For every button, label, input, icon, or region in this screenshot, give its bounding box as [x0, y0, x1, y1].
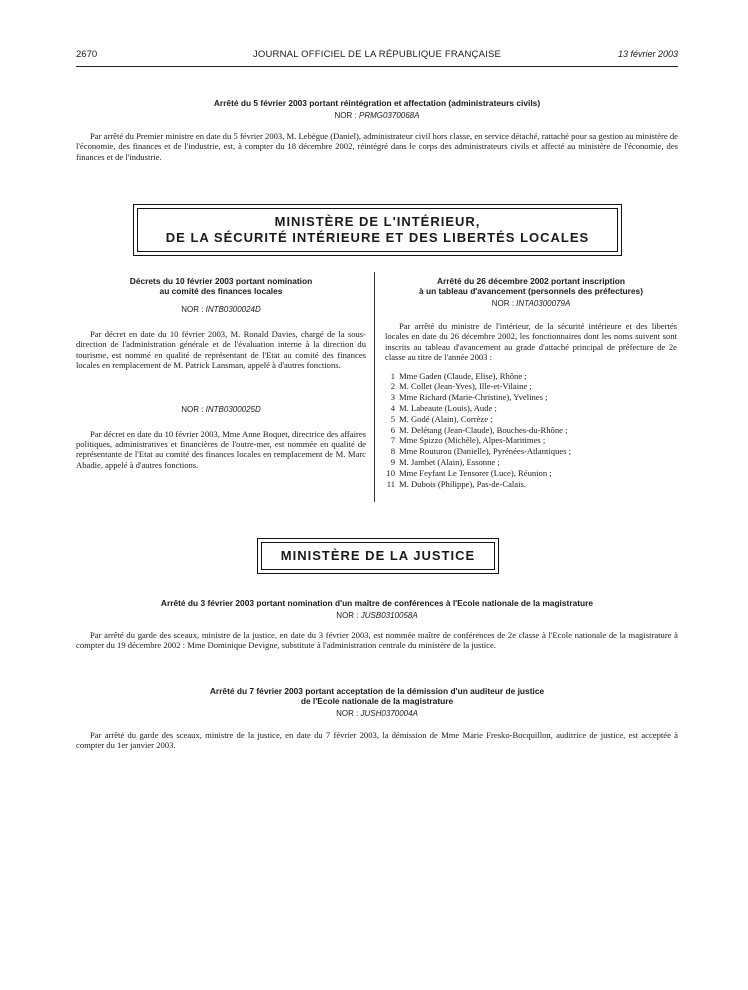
- list-item-number: 5: [390, 413, 395, 424]
- ministry-interior-line1: MINISTÈRE DE L'INTÉRIEUR,: [274, 214, 481, 229]
- list-item: [385, 468, 677, 479]
- list-item-text: M. Jambet (Alain), Essonne ;: [399, 457, 500, 467]
- list-item-number: 11: [386, 478, 395, 489]
- nor-code: JUSB0310058A: [360, 611, 418, 620]
- arrete-tableau-title-line1: Arrêté du 26 décembre 2002 portant inscription: [436, 276, 626, 286]
- arrete-tableau-text: Par arrêté du ministre de l'intérieur, de la sécurité intérieure et des libertés locales en date du 26 décembre 2002, les fonctionnaires dont les noms suivent sont inscrits au tableau d'avancement au grade d'attaché principal de préfecture de 2e classe au titre de l'année 2003 :: [385, 321, 677, 363]
- journal-title: JOURNAL OFFICIEL DE LA RÉPUBLIQUE FRANÇAISE: [252, 49, 502, 60]
- list-item: [385, 371, 677, 382]
- column-separator: [374, 272, 375, 502]
- ministry-justice-heading: [257, 538, 499, 574]
- nor-code: INTA0300079A: [516, 299, 571, 308]
- list-item-number: 6: [390, 424, 395, 435]
- arrete-text: Par arrêté du garde des sceaux, ministre de la justice, en date du 3 février 2003, est nommée maître de conférences de 2e classe à l'Ecole nationale de la magistrature à compter du 19 décembre 2002 : Mme Dominique Devigne, substitute à l'administration centrale du ministère de la justice.: [76, 630, 678, 651]
- arrete-reintegration: [76, 98, 678, 162]
- list-item: [385, 381, 677, 392]
- list-item-text: Mme Spizzo (Michèle), Alpes-Maritimes ;: [399, 435, 546, 446]
- decrets-title-line2: au comité des finances locales: [159, 286, 283, 296]
- issue-date: 13 février 2003: [617, 49, 678, 59]
- list-item-text: M. Labeaute (Louis), Aude ;: [399, 403, 497, 414]
- arrete-tableau-title-line2: à un tableau d'avancement (personnels des préfectures): [419, 286, 643, 296]
- arrete-text: Par arrêté du garde des sceaux, ministre de la justice, en date du 7 février 2003, la démission de Mme Marie Fresko-Bocquillon, auditrice de justice, est acceptée à compter du 1er janvier 2003.: [76, 730, 678, 751]
- list-item-text: M. Dubois (Philippe), Pas-de-Calais.: [399, 478, 526, 489]
- arrete-nomination-magistrature: [76, 598, 678, 651]
- list-item: [385, 425, 677, 436]
- list-item-text: Mme Gaden (Claude, Elise), Rhône ;: [399, 370, 527, 381]
- list-item-text: Mme Richard (Marie-Christine), Yvelines ;: [399, 392, 548, 403]
- right-column-arrete: [385, 276, 677, 489]
- ministry-interior-heading: [133, 204, 622, 256]
- header-rule: [76, 66, 678, 67]
- list-item-text: M. Delétang (Jean-Claude), Bouches-du-Rhône ;: [399, 424, 568, 435]
- list-item: [385, 479, 677, 490]
- list-item-text: M. Godé (Alain), Corrèze ;: [399, 413, 493, 424]
- list-item-number: 4: [390, 403, 395, 414]
- list-item-number: 3: [390, 392, 395, 403]
- list-item-number: 9: [390, 457, 395, 467]
- nor-line: NOR : JUSH0370004A: [336, 709, 418, 718]
- list-item-number: 1: [390, 370, 395, 381]
- nor-line: NOR : PRMG0370068A: [334, 111, 420, 120]
- running-header: [76, 49, 678, 65]
- nor-line: NOR : INTA0300079A: [491, 299, 571, 308]
- list-item: [385, 446, 677, 457]
- list-item-number: 10: [386, 467, 395, 478]
- arrete-text: Par arrêté du Premier ministre en date du 5 février 2003, M. Lebègue (Daniel), administrateur civil hors classe, en service détaché, rattaché pour sa gestion au ministère de l'économie, des finances et de l'industrie, est, à compter du 18 décembre 2002, réintégré dans le corps des administrateurs civils et affecté au ministère de l'économie, des finances et de l'industrie.: [76, 131, 678, 162]
- nor-line: NOR : INTB0300025D: [181, 404, 261, 414]
- list-item-number: 8: [390, 446, 395, 457]
- arrete-title-line1: Arrêté du 7 février 2003 portant acceptation de la démission d'un auditeur de justice: [209, 686, 545, 696]
- list-item: [385, 457, 677, 468]
- arrete-title-line2: de l'Ecole nationale de la magistrature: [300, 696, 454, 706]
- nor-line: NOR : JUSB0310058A: [336, 611, 418, 620]
- arrete-title: Arrêté du 3 février 2003 portant nomination d'un maître de conférences à l'Ecole nationale de la magistrature: [160, 598, 594, 608]
- nor-code: PRMG0370068A: [358, 111, 420, 120]
- ministry-interior-line2: DE LA SÉCURITÉ INTÉRIEURE ET DES LIBERTÉS LOCALES: [165, 230, 590, 245]
- arrete-demission-auditeur: [76, 686, 678, 751]
- list-item: [385, 435, 677, 446]
- ministry-justice-line1: MINISTÈRE DE LA JUSTICE: [280, 548, 476, 563]
- decret-text-2: Par décret en date du 10 février 2003, Mme Anne Boquet, directrice des affaires politiques, administratives et financières de l'outre-mer, est nommée en qualité de représentante de l'Etat au comité des finances locales en remplacement de M. Marc Abadie, appelé à d'autres fonctions.: [76, 428, 366, 470]
- list-item: [385, 403, 677, 414]
- nor-code: INTB0300024D: [205, 305, 261, 314]
- nor-code: JUSH0370004A: [360, 709, 418, 718]
- arrete-title: Arrêté du 5 février 2003 portant réintégration et affectation (administrateurs civils): [213, 98, 541, 108]
- list-item-text: Mme Feyfant Le Tensorer (Luce), Réunion ;: [399, 467, 552, 478]
- nor-code: INTB0300025D: [205, 404, 261, 414]
- nor-line: NOR : INTB0300024D: [181, 305, 261, 314]
- promotion-list: [385, 371, 677, 490]
- page-number: 2670: [76, 49, 98, 60]
- decrets-title-line1: Décrets du 10 février 2003 portant nomination: [129, 276, 313, 286]
- list-item-text: Mme Routurou (Danielle), Pyrénées-Atlantiques ;: [399, 446, 572, 457]
- list-item-number: 7: [390, 435, 395, 446]
- list-item-text: M. Collet (Jean-Yves), Ille-et-Vilaine ;: [399, 381, 532, 392]
- decret-text-1: Par décret en date du 10 février 2003, M. Ronald Davies, chargé de la sous-direction de l'administration générale et de l'évaluation interne à la direction du tourisme, est nommé en qualité de représentant de l'Etat au comité des finances locales en remplacement de M. Patrick Lansman, appelé à d'autres fonctions.: [76, 329, 366, 371]
- list-item: [385, 414, 677, 425]
- list-item: [385, 392, 677, 403]
- list-item-number: 2: [390, 381, 395, 392]
- left-column-decrets: [76, 276, 366, 470]
